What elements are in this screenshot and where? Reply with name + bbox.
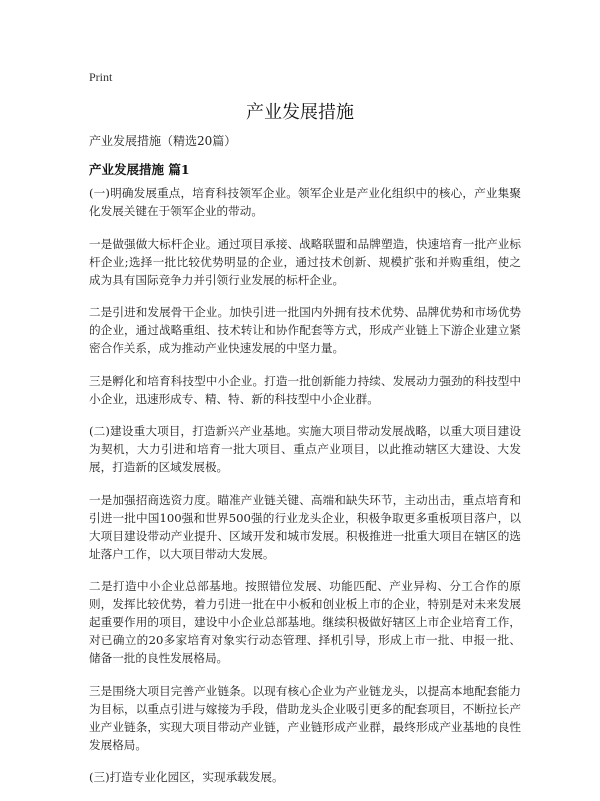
paragraph: 二是引进和发展骨干企业。加快引进一批国内外拥有技术优势、品牌优势和市场优势的企业，通过战略重组、技术转让和协作配套等方式，形成产业链上下游企业建立紧密合作关系，成为推动产业快速发展的中坚力量。 [89,305,521,355]
section-heading: 产业发展措施 篇1 [89,162,190,177]
paragraph: (二)建设重大项目，打造新兴产业基地。实施大项目带动发展战略，以重大项目建设为契机，大力引进和培育一批大项目、重点产业项目，以此推动辖区大建设、大发展，打造新的区域发展极。 [89,424,521,474]
document-subtitle: 产业发展措施（精选20篇） [89,134,237,148]
paragraph: 一是做强做大标杆企业。通过项目承接、战略联盟和品牌塑造，快速培育一批产业标杆企业;选择一批比较优势明显的企业，通过技术创新、规模扩张和并购重组，使之成为具有国际竞争力并引领行业发展的标杆企业。 [89,236,521,287]
paragraph: 三是孵化和培育科技型中小企业。打造一批创新能力持续、发展动力强劲的科技型中小企业，迅速形成专、精、特、新的科技型中小企业群。 [89,373,521,406]
paragraph: 二是打造中小企业总部基地。按照错位发展、功能匹配、产业异构、分工合作的原则，发挥比较优势，着力引进一批在中小板和创业板上市的企业，特别是对未来发展起重要作用的项目，建设中小企业总部基地。继续积极做好辖区上市企业培育工作，对已确立的20多家培育对象实行动态管理、择机引导，形成上市一批、申报一批、储备一批的良性发展格局。 [89,579,521,665]
paragraph: 三是围绕大项目完善产业链条。以现有核心企业为产业链龙头，以提高本地配套能力为目标，以重点引进与嫁接为手段，借助龙头企业吸引更多的配套项目，不断拉长产业产业链条，实现大项目带动产业链，产业链形成产业群，最终形成产业基地的良性发展格局。 [89,683,521,752]
body-text [89,184,521,801]
paragraph: (一)明确发展重点，培育科技领军企业。领军企业是产业化组织中的核心，产业集聚化发展关键在于领军企业的带动。 [89,186,521,218]
print-link[interactable]: Print [89,70,113,84]
paragraph: 一是加强招商选资力度。瞄准产业链关键、高端和缺失环节，主动出击，重点培育和引进一批中国100强和世界500强的行业龙头企业，积极争取更多重板项目落户，以大项目建设带动产业提升、区域开发和城市发展。积极推进一批重大项目在辖区的选址落户工作，以大项目带动大发展。 [89,492,521,561]
page-title: 产业发展措施 [246,102,354,123]
paragraph: (三)打造专业化园区，实现承载发展。 [89,770,284,784]
